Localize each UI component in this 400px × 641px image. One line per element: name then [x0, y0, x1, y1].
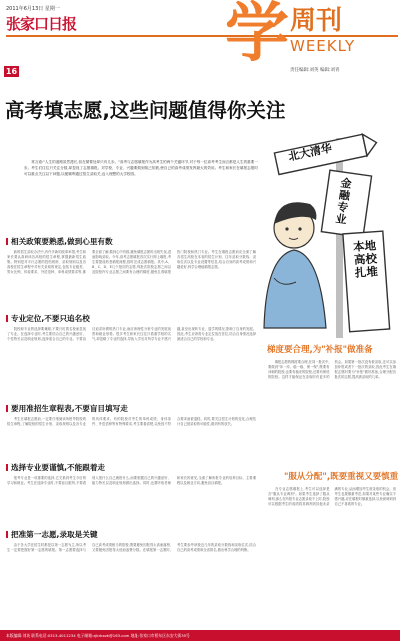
cartoon-illustration	[258, 128, 398, 340]
section-body: 新的招生录取办法中,有许多新的改革举措,考生和家长要认真研读各高校的招生章程,掌握最新招生政策。特别是对平行志愿的投档规则、录取规则以及各高校在招生章程中对有关录取的规定,包括专业级差、男女比例、体检要求、外语语种、单科成绩要求等,都要全面了解,做到心中有数,避免填报志愿时出现失误,进而影响录取。今年,高考志愿填报首次实行网上填报,考生要提前熟悉填报流程,按时完成志愿填报。其中,A、B、C、D、E几个批次的志愿,每批次院校志愿之间以及院校内专业志愿之间要有合理的梯度,避免扎堆填报热门院校和热门专业。考生在填报志愿前应全面了解各招生高校在本省的招生计划、往年录取分数线、录取位次以及专业设置等信息,结合自身的高考成绩和兴趣爱好,科学合理地填报志愿。	[7, 250, 256, 275]
date-line: 2011年6月13日 星期一	[6, 6, 60, 12]
red-marker	[6, 238, 8, 245]
sign-text-1: 北大清华	[287, 141, 333, 164]
page-number: 16	[5, 67, 18, 76]
section-heading	[6, 462, 105, 473]
lead-paragraph: 常言道:"人生的道路虽然漫长,但在紧要处却只有几步。"高考与志愿填报作为高考生的两个关键环节,对于每一位高考考生而言都是人生的重要一步。考生们往往只关注分数,却忽视了志愿填报。对学校、专业、兴趣要做到知己知彼,使自己的高考成绩发挥最大的效用。考生和家长在填报志愿时可以重点关注以下问题,以便顺利通过招生录取关,迈入理想的大学校园。	[24, 160, 258, 176]
section-heading-text: 相关政策要熟悉,做到心里有数	[11, 237, 113, 246]
section-char: 学	[225, 0, 289, 71]
section-heading	[6, 313, 90, 324]
section-heading-text: 要用准招生章程表,不要盲目填写走	[11, 404, 128, 413]
red-marker	[6, 464, 8, 471]
editor-line: 责任编辑:刘英 编辑:刘青	[290, 68, 340, 73]
section-title: 周刊	[290, 6, 343, 36]
headline: 高考填志愿,这些问题值得你关注	[5, 99, 286, 122]
footer-text: 本版编辑:刘英 联系电话:0313-4011234 电子邮箱:zjkrbxzk@163.com 地址:张家口市桥东区东安大街35号	[6, 633, 190, 638]
section-heading	[6, 403, 128, 414]
section-subtitle: WEEKLY	[290, 37, 356, 55]
red-marker	[6, 405, 8, 412]
section-heading: 梯度要合理,为"补报"做准备	[267, 345, 373, 355]
sign-text-3: 本地高校扎堆	[352, 238, 379, 280]
section-body: 考生在填报志愿前,一定要仔细阅读所报考院校的招生章程,了解院校的招生计划、录取规则以及各专业的具体要求。有的院校对考生的单科成绩、身体条件、外语语种等有特殊要求,考生要看清楚,以免因不符合要求而被退档。同时,要关注招生计划的变化,合理估计自己被录取的可能性,做到有的放矢。	[7, 417, 256, 427]
section-heading	[6, 529, 97, 540]
section-body: 报考专业是一项重要的选择,它关系到考生今后的学习和就业。考生在选择专业时,不要盲目跟风,不要看别人报什么自己就报什么,而要根据自己的兴趣爱好、能力特长以及职业规划做出选择。同时,也要听取老师和家长的意见,全面了解所报专业的培养目标、主要课程以及就业方向,避免盲目填报。	[7, 476, 256, 486]
section-heading-text: 专业定位,不要只追名校	[11, 314, 90, 323]
section-body: 在专业志愿填报上,考生可以选择是否"服从专业调剂"。如果考生选择了服从调剂,那么在所报专业志愿录取不上时,院校可以根据考生的成绩将其调剂到其他未录满的专业,从而增加考生被录取的机会。但考生也要慎重考虑,如果对某些专业确实不感兴趣,应在填报时慎重选择,以免被调剂到自己不喜欢的专业。	[268, 487, 396, 507]
section-heading: "服从分配",既要重视又要慎重	[284, 472, 399, 482]
section-heading-text: 把准第一志愿,录取是关键	[11, 530, 98, 539]
section-heading	[6, 236, 113, 247]
section-body: 院校和专业的选择要兼顾,不要只盯着名校而忽视了专业。在选择专业时,考生要结合自己的兴趣爱好、个性特长以及职业规划,选择适合自己的专业。不要盲目追求所谓的热门专业,而应该理性分析专业的发展前景和就业形势。很多考生和家长往往只看重学校的名气,却忽略了专业的选择,导致入学后对所学专业不感兴趣,甚至出现转专业、退学的情况,影响了自身的发展。因此,考生应该将专业定位放在首位,结合自身情况选择最适合自己的学校和专业。	[7, 327, 256, 342]
newspaper-logo: 张家口日报	[6, 15, 77, 33]
section-body: 填报志愿的梯度要合理,在同一批次中,要做到"冲一冲、稳一稳、保一保",既要有冲刺的院校,也要有稳妥的院校,还要有保底的院校。这样才能保证在录取时有更多的机会。如果第一批次没有被录取,还可以参加补报或者下一批次的录取,因此考生在填报志愿时要为"补报"做好准备,合理分配各批次的志愿,提高被录取的几率。	[268, 360, 396, 380]
section-heading-text: 选择专业要谨慎,不能跟着走	[11, 463, 106, 472]
sign-text-2: 金融专业	[334, 176, 353, 227]
section-body: 由于各大学在招生时都是以第一志愿为主,所以考生一定要把握好第一志愿的填报。第一志愿要选择与自己高考成绩相当的院校,既要避免因报得太高而落榜,又要避免因报得太低而浪费分数。在填报第一志愿时,考生要参考该校近几年的录取分数线和录取位次,结合自己的高考成绩和全省排名,做出科学合理的判断。	[7, 543, 256, 553]
red-marker	[6, 531, 8, 538]
red-marker	[6, 315, 8, 322]
